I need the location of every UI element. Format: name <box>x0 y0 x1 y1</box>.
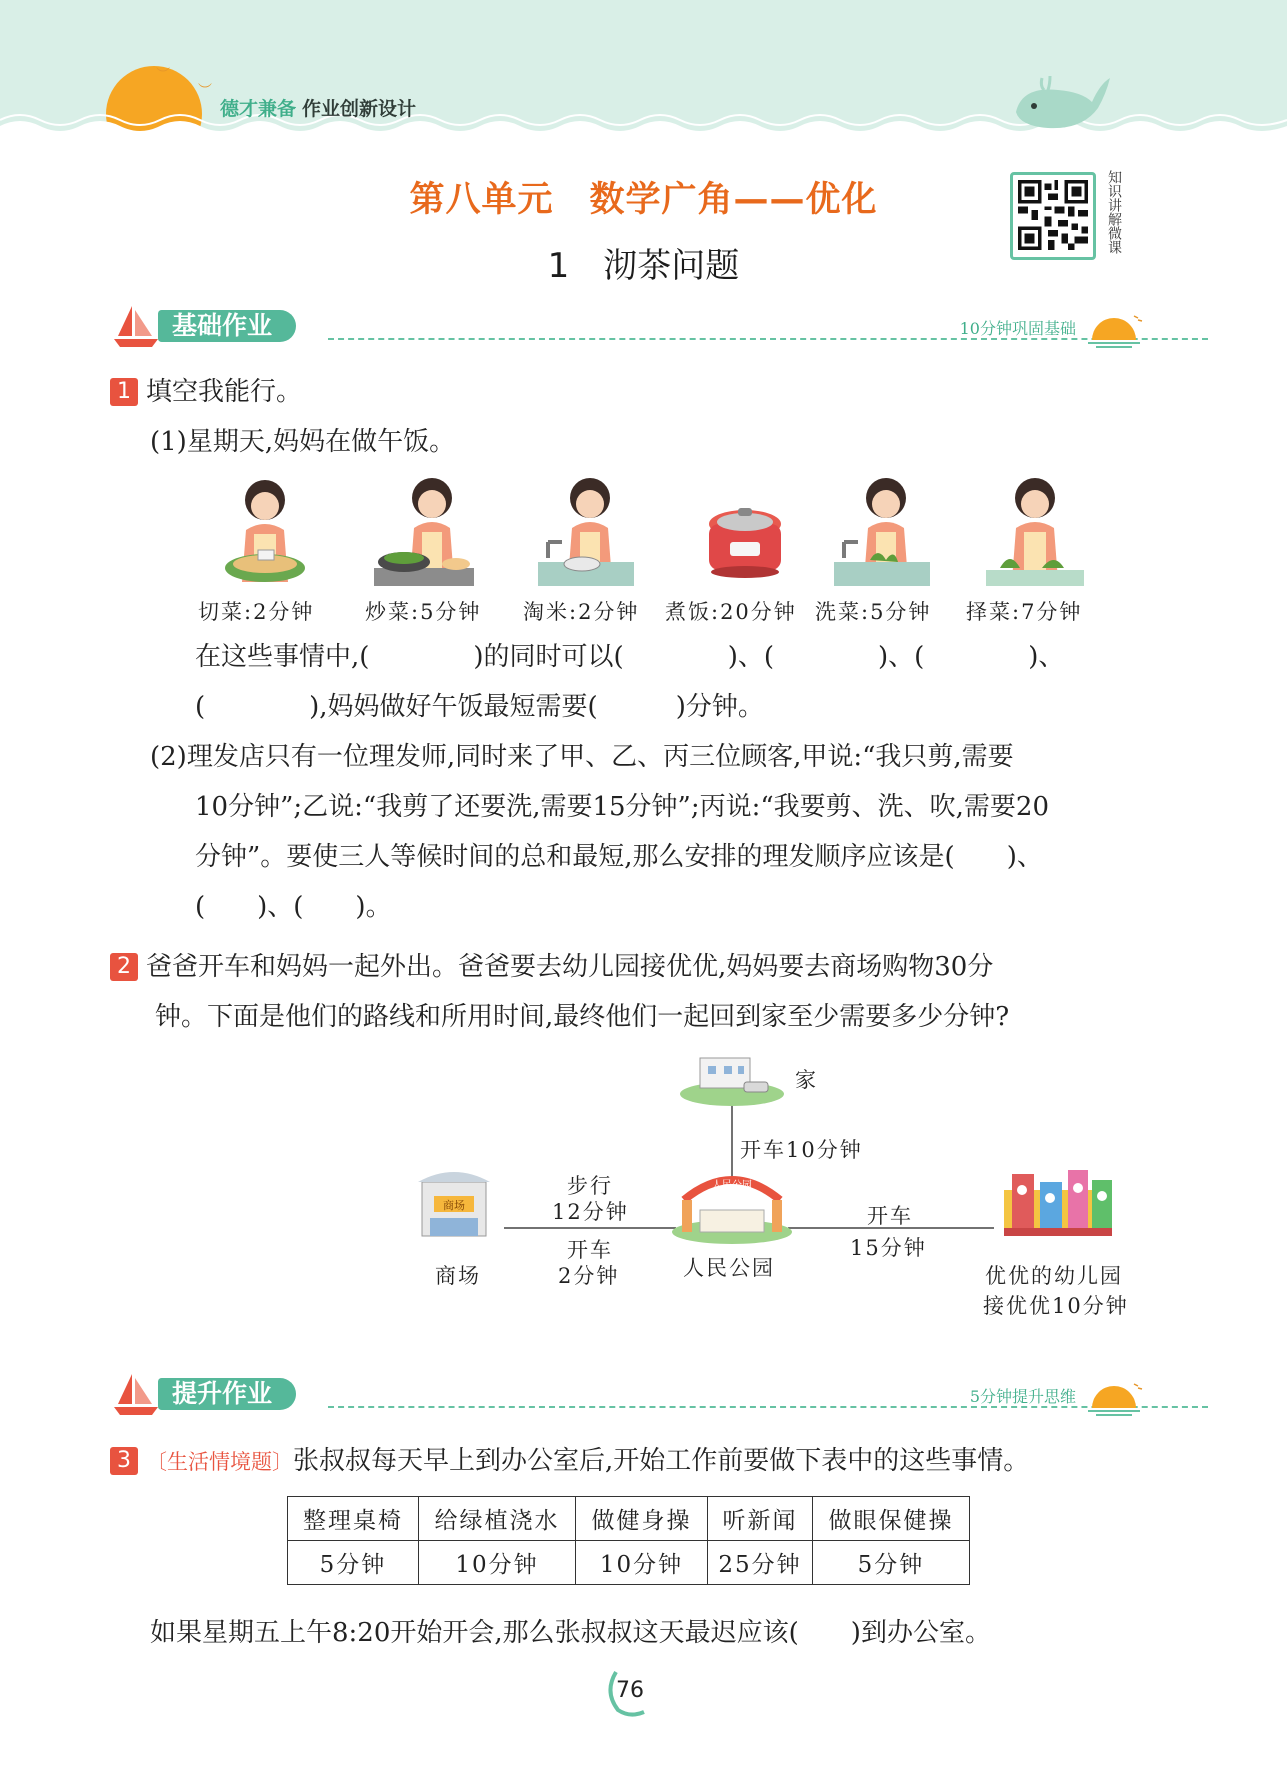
rice-cooker-icon <box>690 472 800 590</box>
park-icon <box>672 1178 792 1244</box>
q1-number-badge: 1 <box>110 378 138 406</box>
bird-icon: ︶ <box>198 83 212 99</box>
activity-label: 切菜:2分钟 <box>198 600 315 624</box>
cutting-vegetables-icon <box>210 472 320 590</box>
washing-vegetables-icon <box>828 472 938 590</box>
unit-title: 第八单元 数学广角——优化 <box>409 180 878 220</box>
washing-rice-icon <box>532 472 642 590</box>
mall-icon <box>418 1172 490 1236</box>
stir-frying-icon <box>370 472 480 590</box>
activity-label: 洗菜:5分钟 <box>815 600 932 624</box>
table-cell: 5分钟 <box>813 1541 970 1585</box>
q1-heading <box>110 375 302 409</box>
table-cell: 听新闻 <box>708 1497 813 1541</box>
q1-part2-line2: 10分钟”;乙说:“我剪了还要洗,需要15分钟”;丙说:“我要剪、洗、吹,需要20 <box>195 792 1049 822</box>
q2-text-line1: 爸爸开车和妈妈一起外出。爸爸要去幼儿园接优优,妈妈要去商场购物30分 <box>146 952 994 982</box>
kindergarten-label: 优优的幼儿园 <box>985 1264 1123 1288</box>
qr-label: 知识讲解微课 <box>1106 170 1122 254</box>
q3-heading <box>110 1444 1029 1479</box>
q3-question: 如果星期五上午8:20开始开会,那么张叔叔这天最迟应该( )到办公室。 <box>150 1618 991 1648</box>
mall-sign-text: 商场 <box>443 1199 465 1212</box>
section-basic-label: 基础作业 <box>158 310 296 342</box>
table-cell: 做眼保健操 <box>813 1497 970 1541</box>
tasks-table <box>287 1496 970 1585</box>
table-cell: 给绿植浇水 <box>419 1497 576 1541</box>
home-label: 家 <box>795 1068 818 1092</box>
q2-line1 <box>110 950 993 984</box>
q1-part1-line1: 在这些事情中,( )的同时可以( )、( )、( )、 <box>195 642 1065 672</box>
divider <box>328 338 1208 340</box>
q1-part2-line1: (2)理发店只有一位理发师,同时来了甲、乙、丙三位顾客,甲说:“我只剪,需要 <box>150 742 1014 772</box>
page-header <box>0 0 1287 150</box>
page-number-text: 76 <box>616 1678 644 1703</box>
table-cell: 5分钟 <box>288 1541 419 1585</box>
walk-label: 步行 <box>567 1174 613 1198</box>
drive-right-label: 开车 <box>867 1204 913 1228</box>
whale-icon <box>1012 72 1112 134</box>
park-sign-text: 人民公园 <box>712 1180 752 1191</box>
walk-time-label: 12分钟 <box>552 1200 629 1224</box>
q2-line2: 钟。下面是他们的路线和所用时间,最终他们一起回到家至少需要多少分钟? <box>155 1002 1010 1032</box>
divider <box>328 1406 1208 1408</box>
table-row <box>288 1497 970 1541</box>
lesson-title: 1 沏茶问题 <box>547 246 740 286</box>
table-cell: 整理桌椅 <box>288 1497 419 1541</box>
home-icon <box>680 1058 784 1106</box>
page-number <box>600 1666 660 1718</box>
drive-right-time-label: 15分钟 <box>850 1236 927 1260</box>
q2-number-badge: 2 <box>110 953 138 981</box>
q1-part2-line3: 分钟”。要使三人等候时间的总和最短,那么安排的理发顺序应该是( )、 <box>195 842 1043 872</box>
q1-part2-line4: ( )、( )。 <box>195 892 392 922</box>
activity-label: 煮饭:20分钟 <box>665 600 797 624</box>
q3-number-badge: 3 <box>110 1447 138 1475</box>
mall-label: 商场 <box>435 1264 481 1288</box>
kindergarten-icon <box>1004 1170 1112 1236</box>
q1-part1-line2: ( ),妈妈做好午饭最短需要( )分钟。 <box>195 692 764 722</box>
table-cell: 10分钟 <box>576 1541 708 1585</box>
bird-icon: ︶ <box>156 67 170 83</box>
pickup-label: 接优优10分钟 <box>983 1294 1129 1318</box>
table-cell: 25分钟 <box>708 1541 813 1585</box>
mini-sun-icon <box>1084 310 1144 350</box>
brand-green-text: 德才兼备 <box>220 98 297 120</box>
q3-text: 张叔叔每天早上到办公室后,开始工作前要做下表中的这些事情。 <box>293 1446 1030 1476</box>
activity-label: 择菜:7分钟 <box>966 600 1083 624</box>
activity-label: 淘米:2分钟 <box>523 600 640 624</box>
section-advanced-note: 5分钟提升思维 <box>969 1387 1076 1406</box>
section-basic-header <box>108 302 1148 352</box>
activity-label: 炒菜:5分钟 <box>365 600 482 624</box>
section-basic-note: 10分钟巩固基础 <box>959 319 1076 338</box>
sailboat-icon <box>112 302 160 350</box>
q1-title: 填空我能行。 <box>146 377 303 407</box>
brand-title <box>220 94 416 121</box>
section-advanced-header <box>108 1370 1148 1420</box>
q1-part1-intro: (1)星期天,妈妈在做午饭。 <box>150 427 456 457</box>
table-cell: 做健身操 <box>576 1497 708 1541</box>
mini-sun-icon <box>1084 1378 1144 1418</box>
sailboat-icon <box>112 1370 160 1418</box>
section-advanced-label: 提升作业 <box>158 1378 296 1410</box>
home-to-park-label: 开车10分钟 <box>740 1138 863 1162</box>
table-row <box>288 1541 970 1585</box>
park-label: 人民公园 <box>683 1256 775 1280</box>
q3-tag: 〔生活情境题〕 <box>146 1450 293 1474</box>
brand-dark-text: 作业创新设计 <box>302 98 417 120</box>
picking-vegetables-icon <box>980 472 1090 590</box>
table-cell: 10分钟 <box>419 1541 576 1585</box>
drive-left-label: 开车 <box>567 1238 613 1262</box>
qr-code-icon[interactable] <box>1018 180 1088 250</box>
drive-left-time-label: 2分钟 <box>558 1264 620 1288</box>
